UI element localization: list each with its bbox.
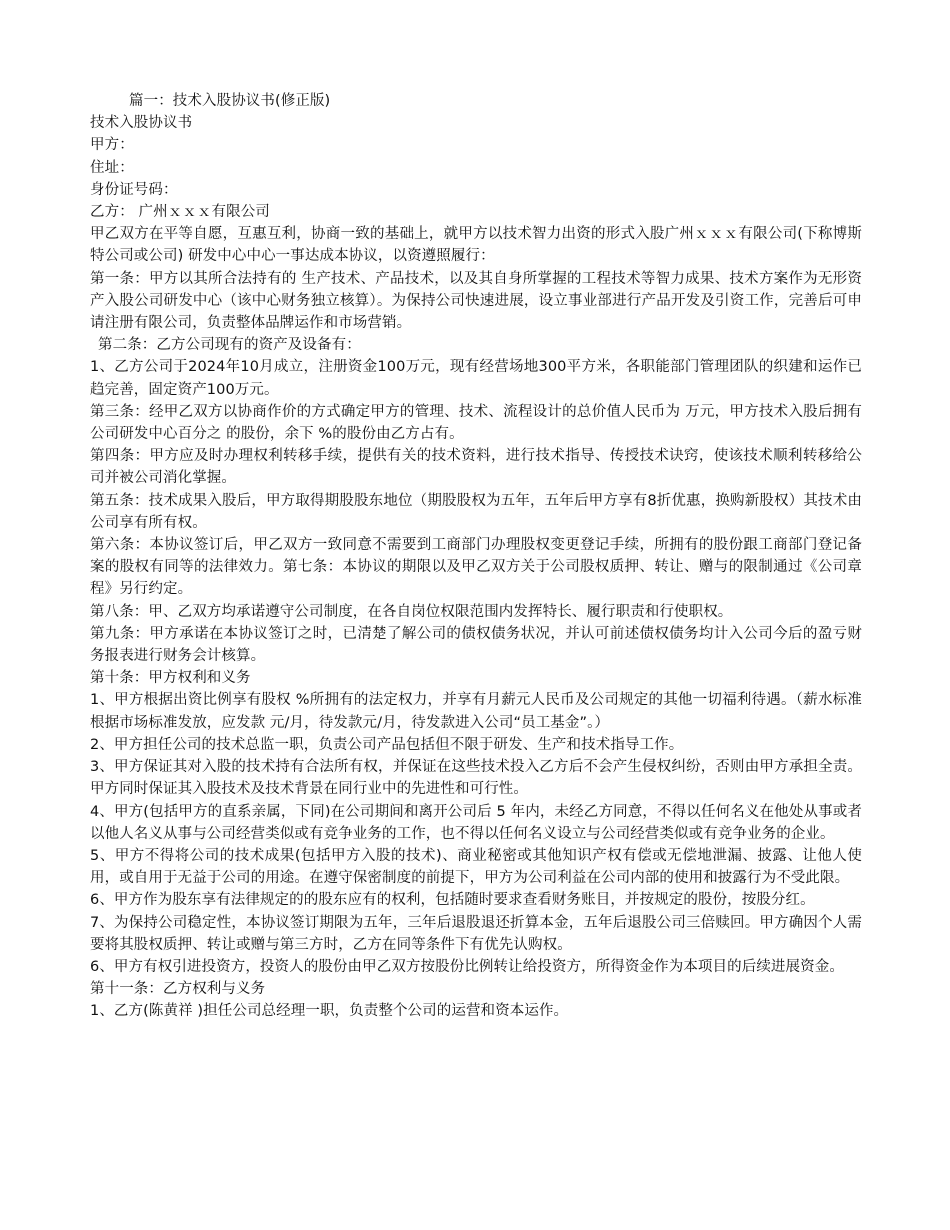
article-10: 第十条：甲方权利和义务: [90, 670, 251, 687]
article-1: 第一条：甲方以其所合法持有的 生产技术、产品技术，以及其自身所掌握的工程技术等智力成果、技术方案作为无形资产入股公司研发中心（该中心财务独立核算）。为保持公司快速进展，设立事业部进行产品开发及引资工作，完善后可申请注册有限公司，负责整体品牌运作和市场营销。: [90, 270, 862, 332]
document-body: [90, 90, 862, 1023]
article-10-item-7: 7、为保持公司稳定性，本协议签订期限为五年，三年后退股退还折算本金，五年后退股公司三倍赎回。甲方确因个人需要将其股权质押、转让或赠与第三方时，乙方在同等条件下有优先认购权。: [90, 914, 862, 953]
article-10-item-4: 4、甲方(包括甲方的直系亲属，下同)在公司期间和离开公司后 5 年内，未经乙方同意，不得以任何名义在他处从事或者以他人名义从事与公司经营类似或有竞争业务的工作，也不得以任何名义设立与公司经营类似或有竞争业务的企业。: [90, 803, 862, 842]
party-b-field: 乙方： 广州ｘｘｘ有限公司: [90, 204, 270, 221]
article-2: 第二条：乙方公司现有的资产及设备有：: [98, 337, 361, 354]
article-5: 第五条：技术成果入股后，甲方取得期股股东地位（期股股权为五年，五年后甲方享有8折优惠，换购新股权）其技术由公司享有所有权。: [90, 492, 862, 531]
document-title: 技术入股协议书: [90, 115, 193, 132]
article-9: 第九条：甲方承诺在本协议签订之时，已清楚了解公司的债权债务状况，并认可前述债权债务均计入公司今后的盈亏财务报表进行财务会计核算。: [90, 625, 862, 665]
article-2-item-1: 1、乙方公司于2024年10月成立，注册资金100万元，现有经营场地300平方米，各职能部门管理团队的织建和运作已趋完善，固定资产100万元。: [90, 359, 862, 398]
article-10-item-1: 1、甲方根据出资比例享有股权 %所拥有的法定权力，并享有月薪元人民币及公司规定的其他一切福利待遇。（薪水标准根据市场标准发放，应发款 元/月，待发款元/月，待发款进入公司“员工基金”。）: [90, 692, 862, 731]
document-heading: 篇一：技术入股协议书(修正版): [129, 93, 331, 109]
intro-paragraph: 甲乙双方在平等自愿，互惠互利，协商一致的基础上，就甲方以技术智力出资的形式入股广州ｘｘｘ有限公司(下称博斯特公司或公司) 研发中心中心一事达成本协议，以资遵照履行：: [90, 226, 862, 265]
article-11: 第十一条：乙方权利与义务: [90, 981, 266, 998]
article-11-item-1: 1、乙方(陈黄祥 )担任公司总经理一职，负责整个公司的运营和资本运作。: [90, 1003, 569, 1020]
id-number-field: 身份证号码：: [90, 181, 178, 198]
article-10-item-3: 3、甲方保证其对入股的技术持有合法所有权，并保证在这些技术投入乙方后不会产生侵权纠纷，否则由甲方承担全责。甲方同时保证其入股技术及技术背景在同行业中的先进性和可行性。: [90, 759, 862, 798]
party-a-field: 甲方：: [90, 137, 134, 154]
article-10-item-5: 5、甲方不得将公司的技术成果(包括甲方入股的技术)、商业秘密或其他知识产权有偿或无偿地泄漏、披露、让他人使用，或自用于无益于公司的用途。在遵守保密制度的前提下，甲方为公司利益在公司内部的使用和披露行为不受此限。: [90, 847, 862, 887]
article-4: 第四条：甲方应及时办理权利转移手续，提供有关的技术资料，进行技术指导、传授技术诀窍，使该技术顺利转移给公司并被公司消化掌握。: [90, 448, 862, 487]
article-10-item-8: 6、甲方有权引进投资方，投资人的股份由甲乙双方按股份比例转让给投资方，所得资金作为本项目的后续进展资金。: [90, 958, 844, 975]
article-6-7: 第六条：本协议签订后，甲乙双方一致同意不需要到工商部门办理股权变更登记手续，所拥有的股份跟工商部门登记备案的股权有同等的法律效力。第七条：本协议的期限以及甲乙双方关于公司股权质押、转让、赠与的限制通过《公司章程》另行约定。: [90, 537, 862, 598]
article-10-item-2: 2、甲方担任公司的技术总监一职，负责公司产品包括但不限于研发、生产和技术指导工作。: [90, 736, 684, 753]
address-field: 住址：: [90, 159, 134, 176]
article-10-item-6: 6、甲方作为股东享有法律规定的的股东应有的权利，包括随时要求查看财务账目，并按规定的股份，按股分红。: [90, 892, 815, 909]
article-3: 第三条：经甲乙双方以协商作价的方式确定甲方的管理、技术、流程设计的总价值人民币为 万元，甲方技术入股后拥有公司研发中心百分之 的股份，余下 %的股份由乙方占有。: [90, 403, 862, 443]
article-8: 第八条：甲、乙双方均承诺遵守公司制度，在各自岗位权限范围内发挥特长、履行职责和行使职权。: [90, 603, 733, 620]
